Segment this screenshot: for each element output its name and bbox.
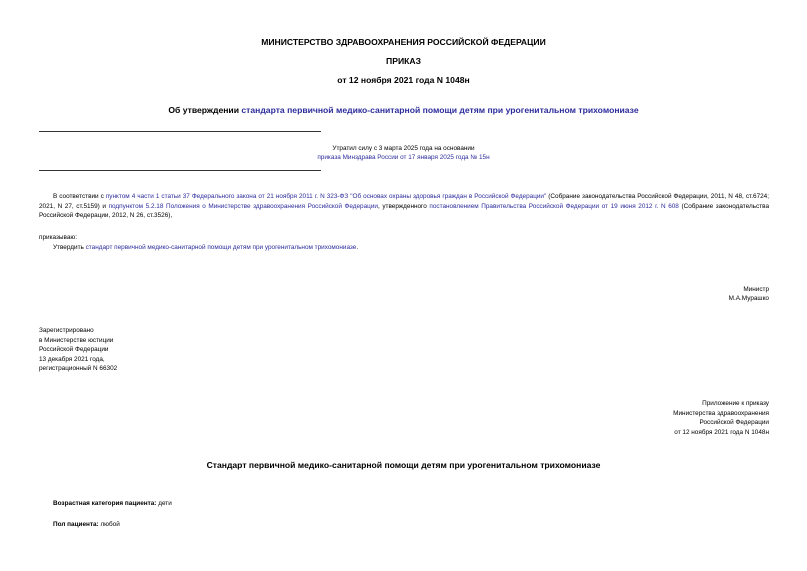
signature-name: М.А.Мурашко	[728, 295, 769, 302]
repeal-order-link[interactable]: приказа Минздрава России от 17 января 2025 года № 15н	[317, 154, 490, 161]
registration-line: в Министерстве юстиции	[39, 336, 114, 344]
order-title	[0, 105, 807, 115]
appendix-line: Приложение к приказу	[702, 400, 769, 407]
appendix-line: Министерства здравоохранения	[673, 409, 769, 417]
divider-bottom	[39, 170, 321, 171]
repeal-link-line	[0, 153, 807, 163]
order-approve-text: Утвердить	[53, 244, 86, 251]
appendix-block	[560, 399, 769, 437]
repeal-note: Утратил силу с 3 марта 2025 года на основании	[332, 145, 475, 152]
patient-sex-line	[53, 520, 120, 530]
appendix-line: Российской Федерации	[699, 419, 769, 427]
registration-block	[39, 326, 117, 374]
order-approve-line	[53, 243, 358, 253]
doc-type: ПРИКАЗ	[386, 56, 421, 66]
basis-text-1: В соответствии с	[53, 193, 106, 200]
federal-law-link[interactable]: пунктом 4 части 1 статьи 37 Федерального закона от 21 ноября 2011 г. N 323-ФЗ "Об основах охраны здоровья граждан в Российской Федерации"	[105, 193, 547, 200]
registration-line: 13 декабря 2021 года,	[39, 355, 105, 363]
basis-text-4: (Собрание законодательства Российской Федерации, 2012, N 26, ст.3526),	[39, 202, 770, 220]
registration-line: регистрационный N 66302	[39, 365, 118, 373]
divider-top	[39, 131, 321, 132]
age-category-label: Возрастная категория пациента:	[53, 500, 157, 507]
approved-standard-link[interactable]: стандарт первичной медико-санитарной помощи детям при урогенитальном трихомониазе	[85, 244, 357, 251]
basis-text-3: , утвержденного	[377, 202, 430, 210]
regulation-subpoint-link[interactable]: подпунктом 5.2.18 Положения о Министерстве здравоохранения Российской Федерации	[108, 202, 378, 210]
age-category-value: дети	[158, 500, 172, 507]
standard-title-link[interactable]: стандарта первичной медико-санитарной помощи детям при урогенитальном трихомониазе	[241, 105, 639, 115]
appendix-line: от 12 ноября 2021 года N 1048н	[674, 428, 769, 436]
basis-paragraph	[39, 192, 769, 221]
registration-line: Российской Федерации	[39, 346, 109, 354]
basis-text-2: (Собрание законодательства Российской Федерации, 2011, N 48, ст.6724; 2021, N 27, ст.5159) и	[39, 193, 770, 210]
patient-sex-value: любой	[100, 521, 120, 528]
order-approve-end: .	[356, 244, 359, 251]
ministry-title: МИНИСТЕРСТВО ЗДРАВООХРАНЕНИЯ РОССИЙСКОЙ ФЕДЕРАЦИИ	[261, 37, 546, 47]
order-title-prefix: Об утверждении	[168, 105, 242, 115]
patient-sex-label: Пол пациента:	[53, 521, 99, 528]
age-category-line	[53, 499, 172, 509]
standard-heading: Стандарт первичной медико-санитарной помощи детям при урогенитальном трихомониазе	[206, 460, 601, 470]
government-decree-link[interactable]: постановлением Правительства Российской Федерации от 19 июня 2012 г. N 608	[429, 202, 679, 210]
doc-date-number: от 12 ноября 2021 года N 1048н	[337, 75, 470, 85]
registration-line: Зарегистрировано	[39, 327, 94, 334]
signature-position: Министр	[743, 286, 769, 293]
order-label: приказываю:	[39, 234, 77, 241]
